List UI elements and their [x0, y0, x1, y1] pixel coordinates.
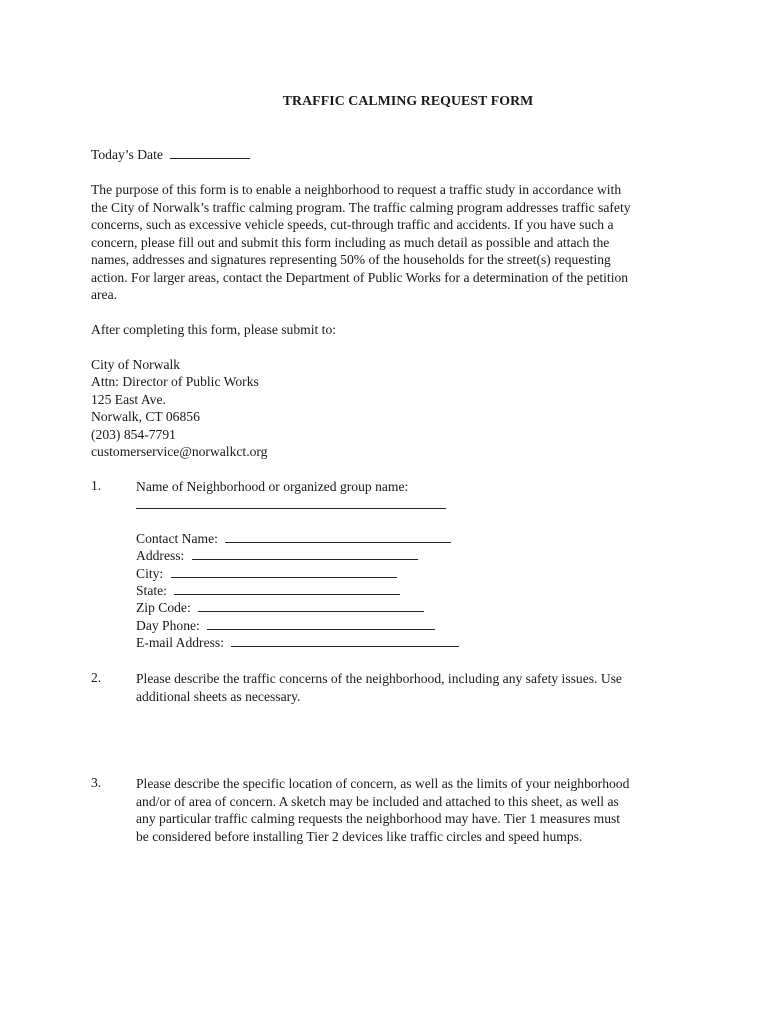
item-3-block — [136, 775, 629, 845]
item-2-number: 2. — [91, 670, 102, 685]
item-3-line: and/or of area of concern. A sketch may be included and attached to this sheet, as well as — [136, 793, 619, 809]
purpose-line: the City of Norwalk’s traffic calming program. The traffic calming program addresses traffic safety — [91, 199, 631, 215]
item-2-line: Please describe the traffic concerns of the neighborhood, including any safety issues. Use — [136, 671, 622, 686]
group-name-blank[interactable] — [136, 497, 446, 509]
purpose-line: The purpose of this form is to enable a neighborhood to request a traffic study in accordance with — [91, 182, 622, 197]
purpose-line: action. For larger areas, contact the Department of Public Works for a determination of the petition — [91, 269, 629, 285]
city-label: City: — [136, 565, 164, 581]
city-blank[interactable] — [171, 566, 397, 578]
date-field — [91, 146, 250, 163]
state-blank[interactable] — [174, 583, 400, 595]
contact-name-label: Contact Name: — [136, 530, 218, 546]
address-field[interactable] — [136, 547, 459, 564]
email-label: E-mail Address: — [136, 635, 224, 651]
item-3-line: Please describe the specific location of concern, as well as the limits of your neighborhood — [136, 776, 630, 791]
item-2-line: additional sheets as necessary. — [136, 688, 301, 704]
group-name-label: Name of Neighborhood or organized group name: — [136, 479, 409, 494]
state-field[interactable] — [136, 582, 459, 599]
day-phone-blank[interactable] — [207, 618, 435, 630]
item-1-number: 1. — [91, 478, 102, 493]
zip-code-blank[interactable] — [198, 600, 424, 612]
city-field[interactable] — [136, 565, 459, 582]
address-line: 125 East Ave. — [91, 391, 166, 407]
state-label: State: — [136, 583, 167, 599]
address-line: Attn: Director of Public Works — [91, 374, 259, 390]
group-name-line[interactable] — [136, 496, 459, 513]
item-1-block — [136, 478, 459, 652]
submit-instruction: After completing this form, please submit to: — [91, 322, 337, 337]
item-3-line: any particular traffic calming requests the neighborhood may have. Tier 1 measures must — [136, 811, 621, 826]
purpose-line: names, addresses and signatures representing 50% of the households for the street(s) requesting — [91, 252, 611, 267]
date-blank[interactable] — [170, 146, 250, 159]
contact-name-blank[interactable] — [225, 531, 451, 543]
address-label: Address: — [136, 548, 185, 564]
purpose-line: concern, please fill out and submit this form including as much detail as possible and attach the — [91, 234, 610, 250]
mailing-address — [91, 356, 267, 460]
zip-code-field[interactable] — [136, 599, 459, 616]
day-phone-field[interactable] — [136, 617, 459, 634]
item-3-line: be considered before installing Tier 2 devices like traffic circles and speed humps. — [136, 828, 583, 844]
address-line: City of Norwalk — [91, 357, 181, 372]
purpose-paragraph — [91, 181, 691, 304]
form-title: TRAFFIC CALMING REQUEST FORM — [282, 93, 534, 108]
date-label: Today’s Date — [91, 147, 163, 162]
item-3-number: 3. — [91, 775, 102, 790]
purpose-line: area. — [91, 287, 118, 302]
zip-code-label: Zip Code: — [136, 600, 191, 616]
contact-name-field[interactable] — [136, 530, 459, 547]
address-blank[interactable] — [192, 548, 418, 560]
email-field[interactable] — [136, 634, 459, 651]
purpose-line: concerns, such as excessive vehicle speeds, cut-through traffic and accidents. If you have such a — [91, 217, 614, 232]
address-line: Norwalk, CT 06856 — [91, 409, 200, 425]
address-phone: (203) 854-7791 — [91, 426, 176, 442]
email-blank[interactable] — [231, 635, 459, 647]
day-phone-label: Day Phone: — [136, 617, 200, 633]
item-2-block — [136, 670, 622, 705]
address-email: customerservice@norwalkct.org — [91, 444, 268, 460]
